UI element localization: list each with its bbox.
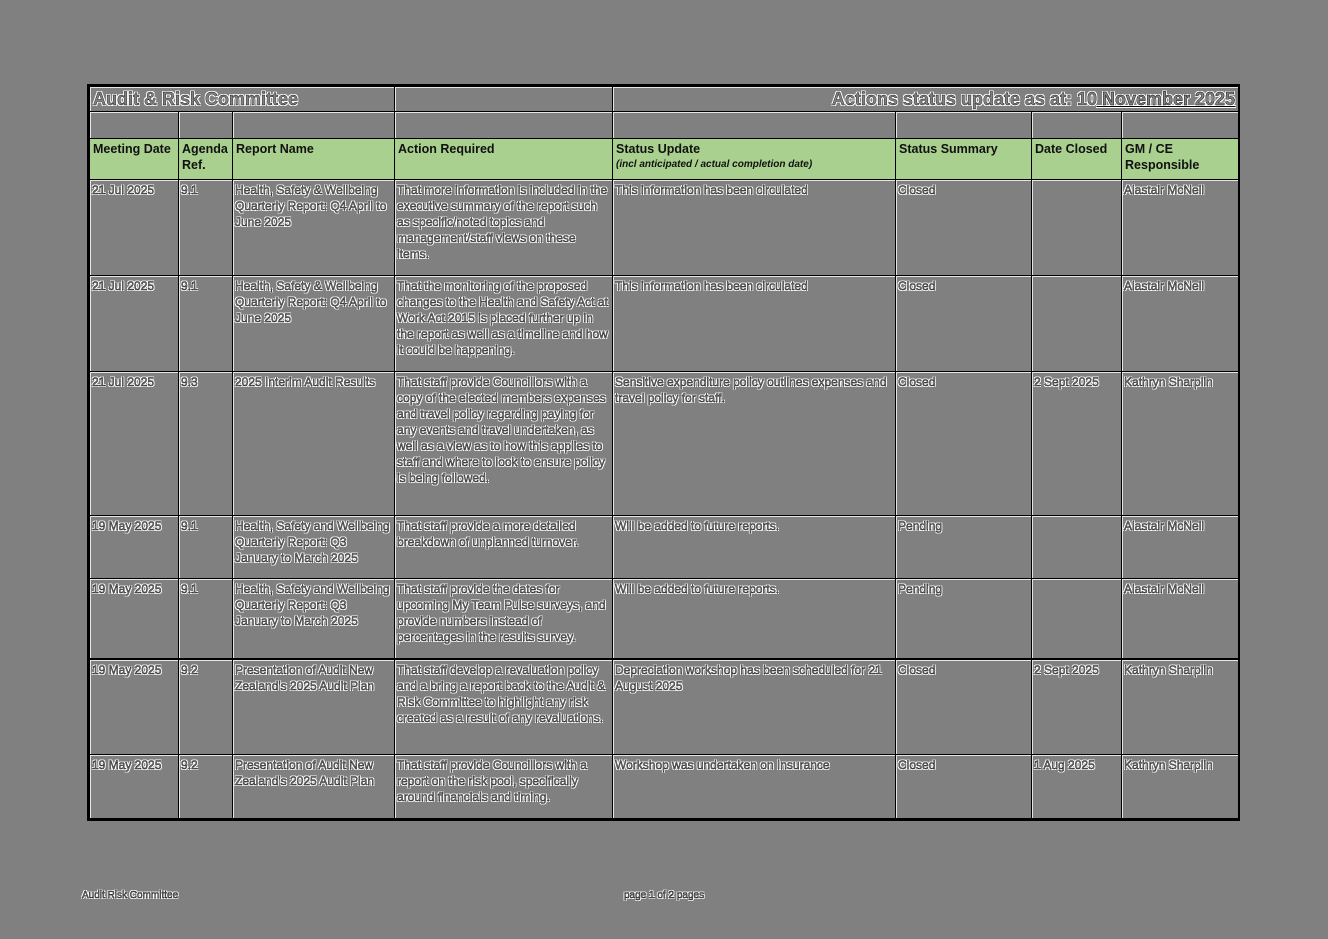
blank-cell [1122,112,1239,139]
action-required: That staff provide the dates for upcoming My Team Pulse surveys, and provide numbers instead of percentages in the results survey. [395,579,613,659]
status-summary: Closed [896,372,1032,516]
date-closed [1032,180,1122,276]
responsible: Alastair McNeil [1122,516,1239,579]
date-closed [1032,579,1122,659]
status-summary: Closed [896,755,1032,819]
meeting-date: 19 May 2025 [90,579,179,659]
title-spacer [395,87,613,112]
status-update: Will be added to future reports. [613,579,896,659]
blank-cell [613,112,896,139]
action-required: That staff provide a more detailed breakdown of unplanned turnover. [395,516,613,579]
title-row [90,87,1239,112]
agenda-ref: 9.1 [179,180,233,276]
status-summary: Pending [896,579,1032,659]
agenda-ref: 9.1 [179,579,233,659]
action-required: That staff provide Councillors with a copy of the elected members expenses and travel policy regarding paying for any events and travel undertaken, as well as a view as to how this applies to staff and where to look to ensure policy is being followed. [395,372,613,516]
status-update: Will be added to future reports. [613,516,896,579]
date-closed [1032,516,1122,579]
agenda-ref: 9.3 [179,372,233,516]
table-row [90,579,1239,659]
blank-cell [395,112,613,139]
agenda-ref: 9.1 [179,516,233,579]
date-closed: 2 Sept 2025 [1032,659,1122,755]
report-name: Health, Safety & Wellbeing Quarterly Report: Q4 April to June 2025 [233,276,395,372]
status-as-at [613,87,1239,112]
blank-row [90,112,1239,139]
col-header-meeting-date: Meeting Date [90,139,179,180]
report-name: Health, Safety & Wellbeing Quarterly Report: Q4 April to June 2025 [233,180,395,276]
table-row [90,276,1239,372]
status-summary: Pending [896,516,1032,579]
actions-register [87,84,1240,821]
action-required: That the monitoring of the proposed changes to the Health and Safety Act at Work Act 2015 is placed further up in the report as well as a timeline and how it could be happening. [395,276,613,372]
action-required: That more information is included in the executive summary of the report such as specific/noted topics and management/staff views on these items. [395,180,613,276]
status-update: Depreciation workshop has been scheduled for 21 August 2025 [613,659,896,755]
footer-page-number: page 1 of 2 pages [624,890,705,901]
table-row [90,755,1239,819]
status-summary: Closed [896,276,1032,372]
meeting-date: 19 May 2025 [90,516,179,579]
action-required: That staff provide Councillors with a report on the risk pool, specifically around financials and timing. [395,755,613,819]
col-header-date-closed: Date Closed [1032,139,1122,180]
responsible: Alastair McNeil [1122,579,1239,659]
agenda-ref: 9.1 [179,276,233,372]
blank-cell [1032,112,1122,139]
responsible: Kathryn Sharplin [1122,755,1239,819]
status-update: Sensitive expenditure policy outlines expenses and travel policy for staff. [613,372,896,516]
table-row [90,372,1239,516]
meeting-date: 21 Jul 2025 [90,180,179,276]
col-header-action-required: Action Required [395,139,613,180]
status-prefix: Actions status update as at: 10 [831,89,1097,109]
table-row [90,180,1239,276]
status-update: Workshop was undertaken on Insurance [613,755,896,819]
table-row [90,659,1239,755]
blank-cell [179,112,233,139]
report-name: Presentation of Audit New Zealand's 2025 Audit Plan [233,659,395,755]
responsible: Alastair McNeil [1122,276,1239,372]
col-header-report-name: Report Name [233,139,395,180]
date-closed: 2 Sept 2025 [1032,372,1122,516]
meeting-date: 21 Jul 2025 [90,276,179,372]
responsible: Kathryn Sharplin [1122,372,1239,516]
col-header-status-summary: Status Summary [896,139,1032,180]
status-update: This information has been circulated [613,180,896,276]
meeting-date: 19 May 2025 [90,755,179,819]
col-header-status-update [613,139,896,180]
meeting-date: 21 Jul 2025 [90,372,179,516]
agenda-ref: 9.2 [179,755,233,819]
blank-cell [233,112,395,139]
status-summary: Closed [896,180,1032,276]
status-date-suffix: November 2025 [1096,89,1236,109]
table-row [90,516,1239,579]
blank-cell [90,112,179,139]
status-summary: Closed [896,659,1032,755]
date-closed [1032,276,1122,372]
col-header-agenda-ref: Agenda Ref. [179,139,233,180]
report-name: 2025 Interim Audit Results [233,372,395,516]
blank-cell [896,112,1032,139]
status-update-label: Status Update [616,142,701,156]
status-update: This information has been circulated [613,276,896,372]
report-name: Health, Safety and Wellbeing Quarterly Report: Q3 January to March 2025 [233,516,395,579]
meeting-date: 19 May 2025 [90,659,179,755]
agenda-ref: 9.2 [179,659,233,755]
actions-table [89,86,1239,819]
responsible: Kathryn Sharplin [1122,659,1239,755]
status-update-sublabel: (incl anticipated / actual completion date) [616,159,813,170]
report-name: Health, Safety and Wellbeing Quarterly Report: Q3 January to March 2025 [233,579,395,659]
responsible: Alastair McNeil [1122,180,1239,276]
col-header-responsible: GM / CE Responsible [1122,139,1239,180]
column-header-row [90,139,1239,180]
action-required: That staff develop a revaluation policy and a bring a report back to the Audit & Risk Committee to highlight any risk created as a result of any revaluations. [395,659,613,755]
footer-committee-name: Audit Risk Committee [82,890,179,901]
document-title: Audit & Risk Committee [90,87,395,112]
date-closed: 1 Aug 2025 [1032,755,1122,819]
report-name: Presentation of Audit New Zealand's 2025 Audit Plan [233,755,395,819]
